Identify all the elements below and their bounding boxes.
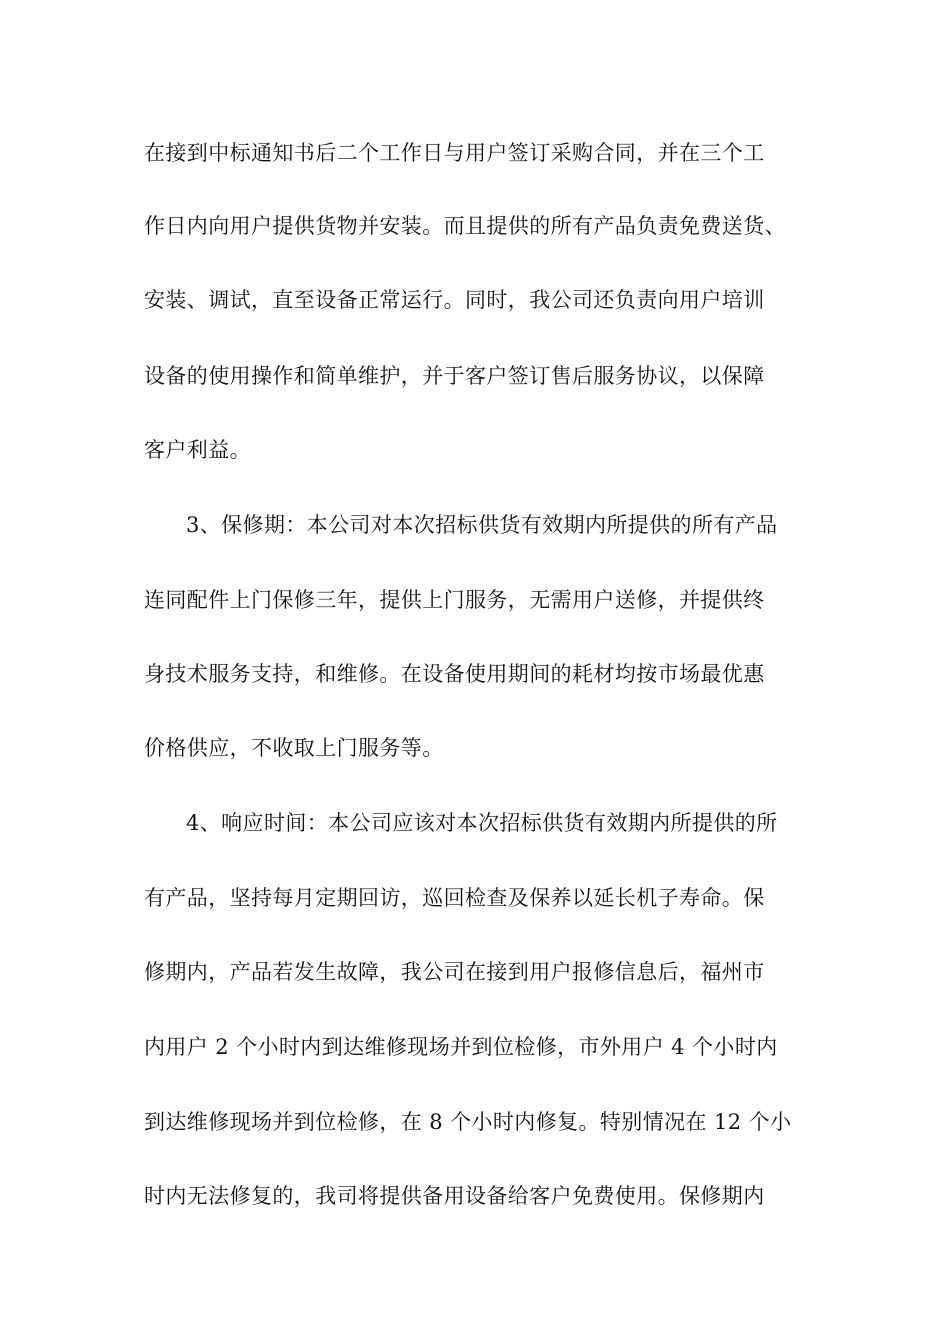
text-line: 客户利益。 [144,438,251,462]
text-line: 到达维修现场并到位检修，在 8 个小时内修复。特别情况在 12 个小 [144,1110,792,1134]
text-line: 内用户 2 个小时内到达维修现场并到位检修，市外用户 4 个小时内 [144,1035,778,1059]
text-line: 价格供应，不收取上门服务等。 [144,736,444,760]
text-line: 有产品，坚持每月定期回访，巡回检查及保养以延长机子寿命。保 [144,886,765,910]
text-line: 安装、调试，直至设备正常运行。同时，我公司还负责向用户培训 [144,288,765,312]
text-line: 时内无法修复的，我司将提供备用设备给客户免费使用。保修期内 [144,1184,765,1208]
text-line: 身技术服务支持，和维修。在设备使用期间的耗材均按市场最优惠 [144,662,765,686]
text-line: 设备的使用操作和简单维护，并于客户签订售后服务协议，以保障 [144,364,765,388]
text-line: 连同配件上门保修三年，提供上门服务，无需用户送修，并提供终 [144,588,765,612]
text-line: 3、保修期：本公司对本次招标供货有效期内所提供的所有产品 [186,513,778,537]
text-line: 作日内向用户提供货物并安装。而且提供的所有产品负责免费送货、 [144,214,786,238]
text-line: 在接到中标通知书后二个工作日与用户签订采购合同，并在三个工 [144,141,765,165]
text-line: 4、响应时间：本公司应该对本次招标供货有效期内所提供的所 [186,811,778,835]
text-line: 修期内，产品若发生故障，我公司在接到用户报修信息后，福州市 [144,960,765,984]
